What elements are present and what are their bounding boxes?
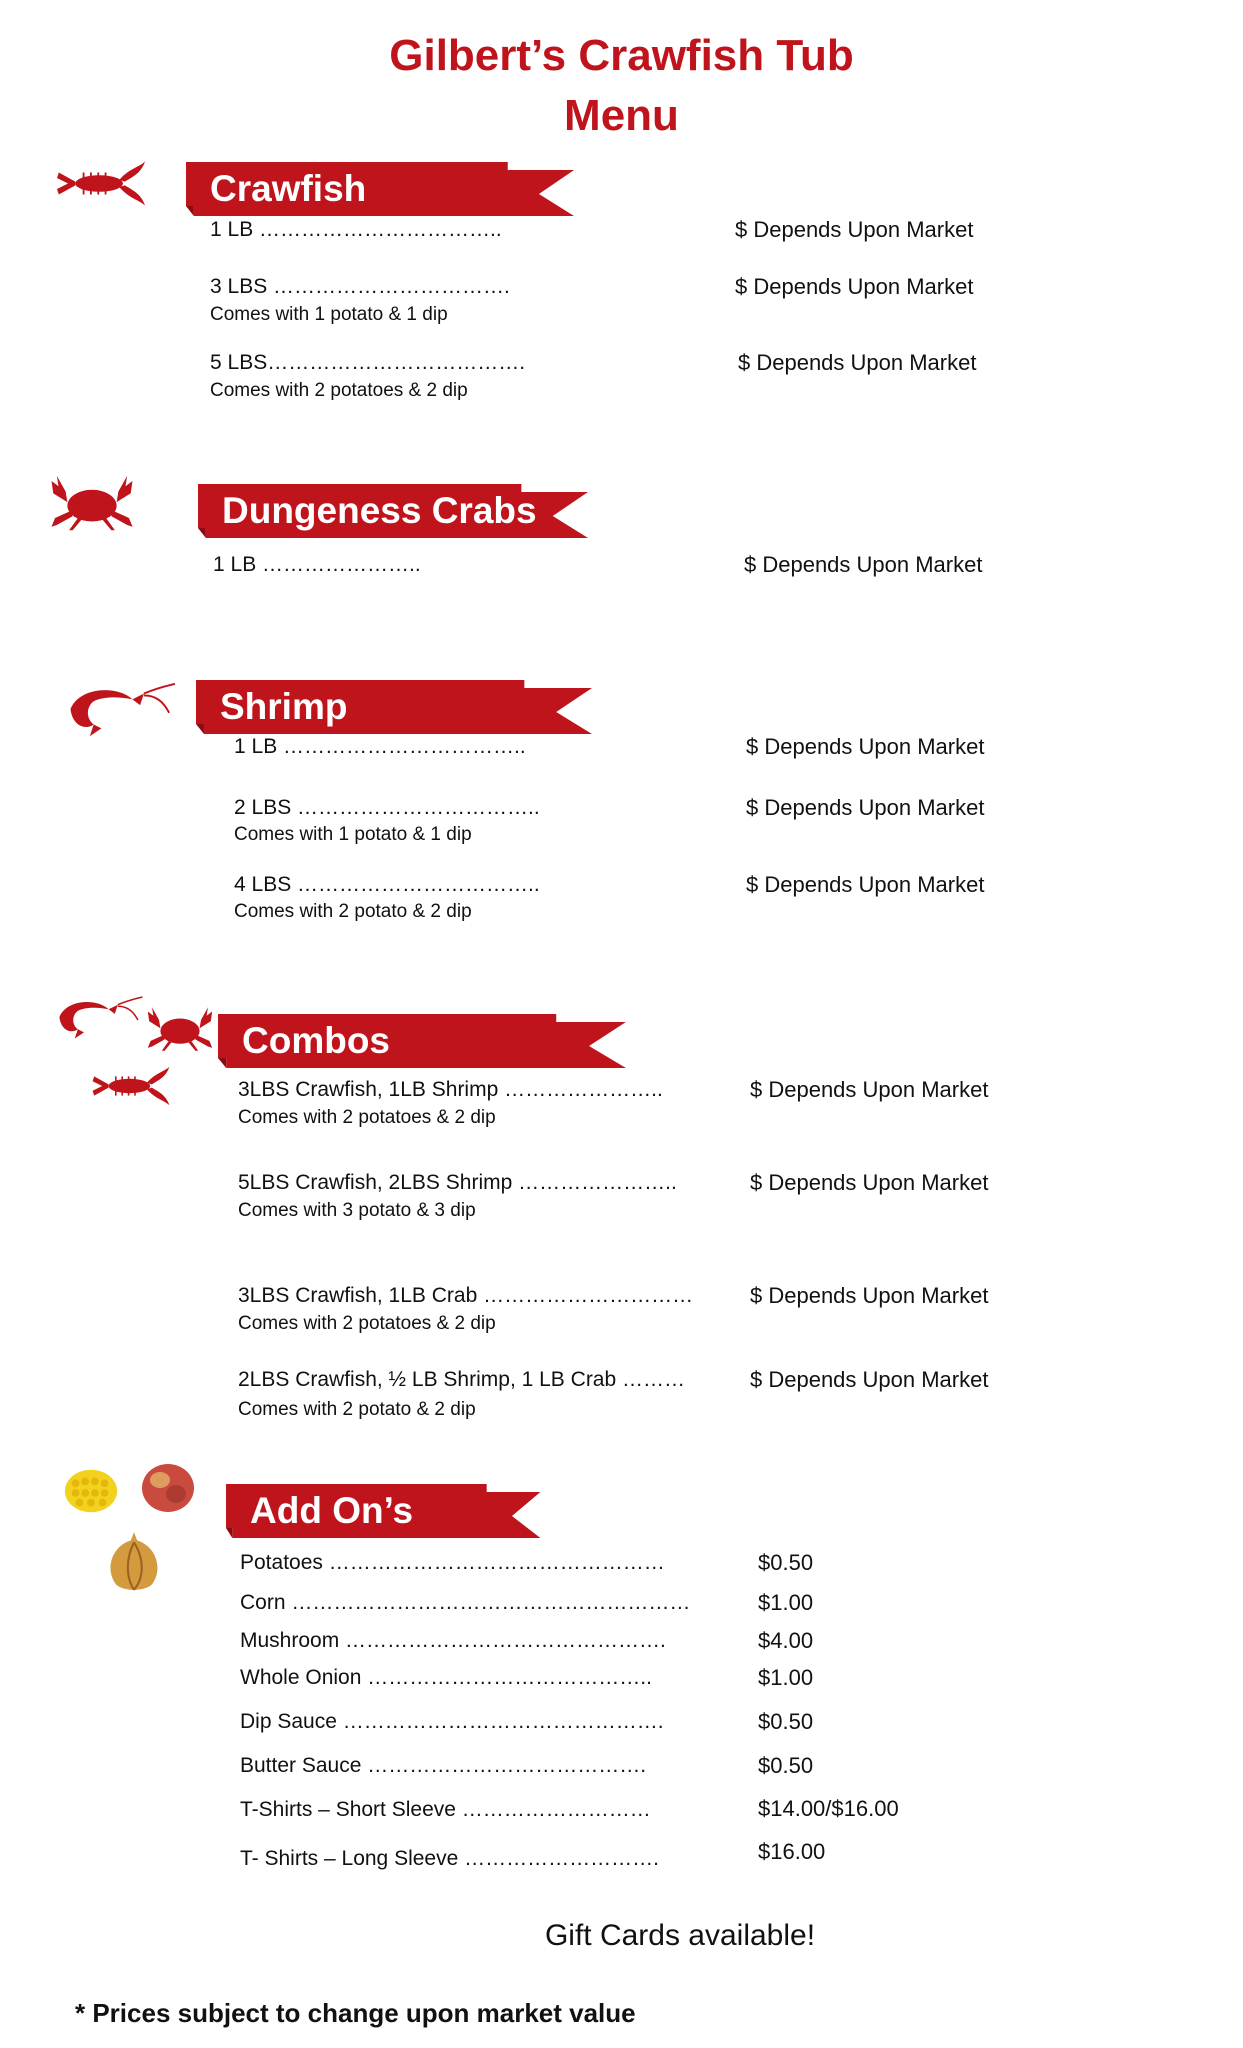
- section-heading-addons: Add On’s: [250, 1490, 414, 1531]
- addon-price: $0.50: [758, 1709, 814, 1734]
- addon-item: Dip Sauce ……………………………………….: [240, 1710, 664, 1733]
- crawfish-icon: [55, 156, 147, 216]
- addon-item: Butter Sauce ………………………………….: [240, 1754, 647, 1777]
- addon-price: $0.50: [758, 1753, 814, 1778]
- addon-item: T-Shirts – Short Sleeve ………………………: [240, 1798, 651, 1821]
- crab-icon: [145, 1004, 215, 1059]
- page-title: Gilbert’s Crawfish Tub: [389, 31, 854, 80]
- shrimp-icon: [44, 992, 144, 1047]
- addon-price: $4.00: [758, 1628, 814, 1653]
- menu-item: 5LBS Crawfish, 2LBS Shrimp …………………..: [238, 1171, 677, 1194]
- item-price: $ Depends Upon Market: [750, 1170, 989, 1195]
- item-price: $ Depends Upon Market: [746, 872, 985, 897]
- menu-item: 3LBS Crawfish, 1LB Crab …………………………: [238, 1284, 694, 1307]
- section-banner-crawfish: [186, 160, 576, 218]
- addon-price: $0.50: [758, 1550, 814, 1575]
- potato-icon: [138, 1458, 198, 1523]
- page-subtitle: Menu: [564, 91, 679, 140]
- item-note: Comes with 2 potatoes & 2 dip: [238, 1107, 496, 1128]
- addon-price: $14.00/$16.00: [758, 1796, 899, 1821]
- addon-item: T- Shirts – Long Sleeve ……………………….: [240, 1847, 659, 1870]
- menu-item: 1 LB ……………………………..: [210, 218, 502, 241]
- item-note: Comes with 1 potato & 1 dip: [234, 824, 472, 845]
- section-heading-crawfish: Crawfish: [210, 168, 367, 209]
- addon-item: Whole Onion …………………………………..: [240, 1666, 652, 1689]
- menu-item: 4 LBS ……………………………..: [234, 873, 540, 896]
- item-price: $ Depends Upon Market: [750, 1283, 989, 1308]
- crawfish-icon: [90, 1062, 172, 1115]
- section-banner-crabs: [198, 482, 590, 540]
- addon-item: Mushroom ……………………………………….: [240, 1629, 666, 1652]
- item-price: $ Depends Upon Market: [735, 217, 974, 242]
- item-note: Comes with 2 potatoes & 2 dip: [210, 380, 468, 401]
- item-note: Comes with 2 potato & 2 dip: [238, 1399, 476, 1420]
- item-price: $ Depends Upon Market: [735, 274, 974, 299]
- section-banner-combos: [218, 1012, 628, 1070]
- menu-item: 3 LBS …………………………….: [210, 275, 510, 298]
- item-price: $ Depends Upon Market: [738, 350, 977, 375]
- addon-price: $1.00: [758, 1665, 814, 1690]
- addon-item: Corn …………………………………………………: [240, 1591, 691, 1614]
- menu-item: 2 LBS ……………………………..: [234, 796, 540, 819]
- item-price: $ Depends Upon Market: [746, 795, 985, 820]
- item-price: $ Depends Upon Market: [750, 1077, 989, 1102]
- price-disclaimer: * Prices subject to change upon market value: [75, 1998, 636, 2028]
- gift-cards-note: Gift Cards available!: [544, 1919, 816, 1952]
- item-price: $ Depends Upon Market: [744, 552, 983, 577]
- addon-price: $16.00: [758, 1839, 826, 1864]
- addon-price: $1.00: [758, 1590, 814, 1615]
- addon-item: Potatoes …………………………………………: [240, 1551, 665, 1574]
- menu-item: 3LBS Crawfish, 1LB Shrimp …………………..: [238, 1078, 663, 1101]
- menu-item: 1 LB ……………………………..: [234, 735, 526, 758]
- menu-item: 2LBS Crawfish, ½ LB Shrimp, 1 LB Crab ………: [238, 1368, 685, 1391]
- crab-icon: [48, 472, 136, 539]
- item-price: $ Depends Upon Market: [750, 1367, 989, 1392]
- section-heading-shrimp: Shrimp: [220, 686, 348, 727]
- item-note: Comes with 3 potato & 3 dip: [238, 1200, 476, 1221]
- onion-icon: [103, 1530, 165, 1601]
- item-note: Comes with 2 potatoes & 2 dip: [238, 1313, 496, 1334]
- item-price: $ Depends Upon Market: [746, 734, 985, 759]
- corn-icon: [62, 1462, 120, 1525]
- item-note: Comes with 2 potato & 2 dip: [234, 901, 472, 922]
- item-note: Comes with 1 potato & 1 dip: [210, 304, 448, 325]
- section-heading-combos: Combos: [242, 1020, 390, 1061]
- section-heading-crabs: Dungeness Crabs: [222, 490, 537, 531]
- shrimp-icon: [50, 680, 178, 743]
- section-banner-shrimp: [196, 678, 594, 736]
- menu-item: 5 LBS……………………………….: [210, 351, 526, 374]
- menu-item: 1 LB …………………..: [213, 553, 421, 576]
- section-banner-addons: [226, 1482, 542, 1540]
